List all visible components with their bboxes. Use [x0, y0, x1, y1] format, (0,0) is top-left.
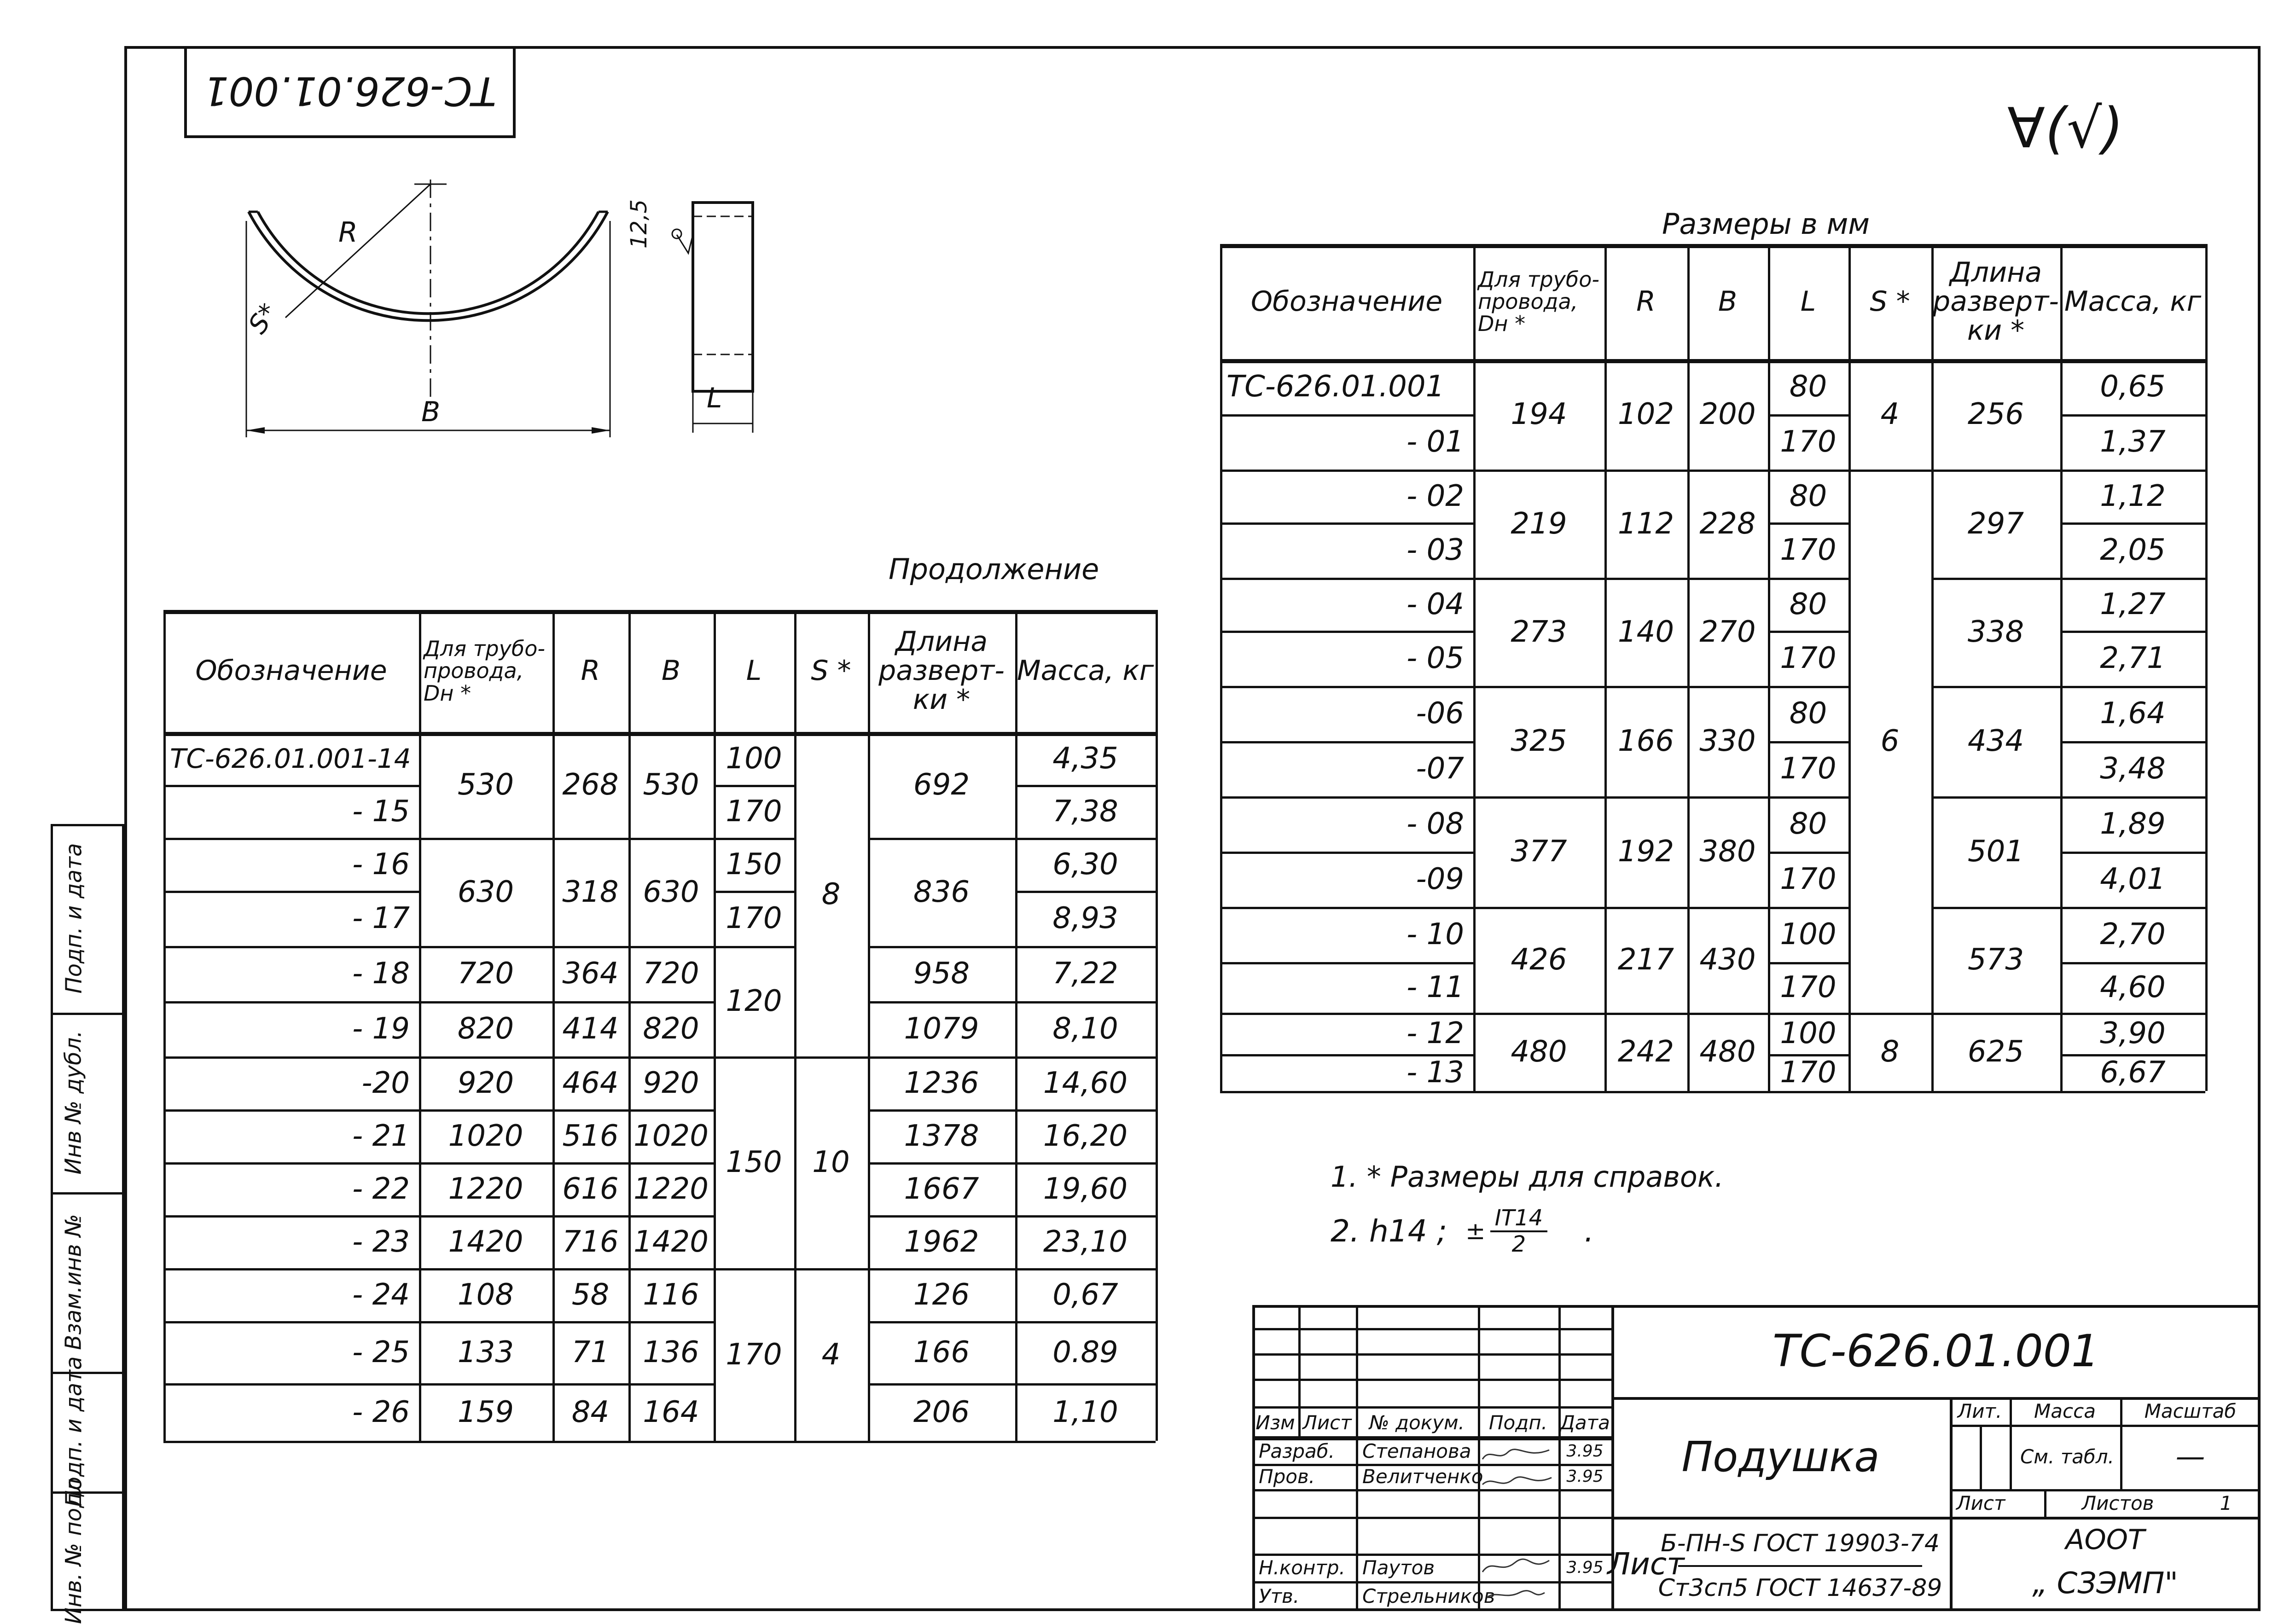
cell-b: 1420 — [634, 1224, 709, 1259]
cell-dn: 325 — [1511, 724, 1567, 758]
cell-r: 58 — [571, 1277, 610, 1312]
tb-sheets-label: Листов — [2081, 1491, 2154, 1514]
cell-b: 630 — [643, 875, 699, 909]
row-code: - 02 — [1407, 479, 1464, 513]
label-b: B — [421, 396, 441, 428]
cell-dn: 108 — [457, 1277, 514, 1312]
cell-dn: 1420 — [448, 1224, 523, 1259]
cell-dn: 630 — [457, 875, 514, 909]
col-header: L — [1800, 285, 1816, 318]
tb-col-header: Дата — [1560, 1411, 1610, 1434]
cell-l: 170 — [1780, 533, 1837, 567]
cell-s: 6 — [1880, 724, 1900, 758]
cell-r: 84 — [571, 1395, 610, 1429]
row-code: - 26 — [352, 1395, 410, 1429]
label-roughness: 12,5 — [626, 199, 652, 249]
cell-length: 573 — [1967, 943, 2024, 977]
strip-label: Подп. и дата — [61, 843, 87, 994]
tb-col-header: № докум. — [1369, 1411, 1465, 1434]
cell-mass: 1,27 — [2100, 587, 2166, 621]
cell-mass: 14,60 — [1043, 1066, 1128, 1100]
cell-l: 170 — [726, 901, 782, 935]
note-2-pm: ± — [1465, 1217, 1486, 1245]
cell-dn: 194 — [1511, 397, 1567, 431]
cell-mass: 19,60 — [1043, 1172, 1128, 1206]
cell-l: 170 — [1780, 425, 1837, 459]
col-header: L — [746, 655, 762, 687]
cell-s: 8 — [821, 877, 841, 911]
cell-mass: 23,10 — [1043, 1224, 1128, 1259]
cell-r: 192 — [1617, 835, 1674, 869]
tb-sheets-value: 1 — [2220, 1491, 2232, 1514]
cell-length: 692 — [913, 768, 970, 802]
cell-dn: 820 — [457, 1012, 514, 1046]
cell-mass: 4,01 — [2100, 862, 2166, 896]
cell-b: 270 — [1699, 615, 1756, 649]
cell-l: 100 — [1780, 1016, 1837, 1050]
cell-l: 150 — [726, 1145, 782, 1179]
cell-mass: 0,67 — [1052, 1277, 1118, 1312]
cell-s: 4 — [1880, 397, 1900, 431]
col-header: R — [581, 655, 600, 687]
cell-l: 80 — [1789, 807, 1827, 841]
cell-length: 1079 — [904, 1012, 979, 1046]
cell-l: 80 — [1789, 479, 1827, 513]
cell-b: 1220 — [634, 1172, 709, 1206]
tb-name: Паутов — [1362, 1556, 1435, 1579]
col-header: Обозначение — [1250, 285, 1443, 318]
cell-dn: 1020 — [448, 1119, 523, 1153]
tb-title: Подушка — [1681, 1433, 1880, 1481]
cell-dn: 426 — [1511, 943, 1567, 977]
code-stamp-text: ТС-626.01.001 — [203, 68, 496, 114]
cell-mass: 1,10 — [1052, 1395, 1118, 1429]
row-code: - 24 — [352, 1277, 410, 1312]
tb-material-bottom: Ст3сп5 ГОСТ 14637-89 — [1658, 1574, 1942, 1602]
row-code: - 21 — [352, 1119, 410, 1153]
strip-label: Инв. № подл — [61, 1479, 87, 1624]
cell-length: 166 — [913, 1335, 970, 1369]
row-code: - 25 — [352, 1335, 410, 1369]
cell-r: 71 — [571, 1335, 610, 1369]
col-header: R — [1636, 285, 1656, 318]
cell-b: 116 — [643, 1277, 699, 1312]
col-header: Длина разверт-ки * — [878, 626, 1005, 716]
row-code: - 05 — [1407, 641, 1464, 675]
tb-mass-label: Масса — [2034, 1399, 2096, 1422]
tb-date: 3.95 — [1566, 1442, 1604, 1461]
tb-scale-value: — — [2175, 1440, 2205, 1474]
title-block — [1252, 1305, 2261, 1611]
row-code: - 18 — [352, 957, 410, 991]
cell-length: 256 — [1967, 397, 2024, 431]
col-header: B — [1718, 285, 1738, 318]
tb-col-header: Изм — [1255, 1411, 1295, 1434]
cell-r: 364 — [562, 957, 619, 991]
cell-mass: 16,20 — [1043, 1119, 1128, 1153]
row-code: - 17 — [352, 901, 410, 935]
tb-col-header: Лист — [1302, 1411, 1352, 1434]
col-header: S * — [1870, 285, 1910, 318]
cell-mass: 4,60 — [2100, 970, 2166, 1004]
cell-l: 170 — [1780, 1056, 1837, 1090]
cell-dn: 530 — [457, 768, 514, 802]
tb-lit-label: Лит. — [1957, 1399, 2002, 1422]
cell-dn: 480 — [1511, 1035, 1567, 1069]
cell-mass: 2,05 — [2100, 533, 2166, 567]
cell-mass: 1,12 — [2100, 479, 2166, 513]
cell-dn: 159 — [457, 1395, 514, 1429]
right-table-caption: Размеры в мм — [1662, 207, 1870, 241]
note-1: 1. * Размеры для справок. — [1331, 1160, 1724, 1194]
cell-b: 380 — [1699, 835, 1756, 869]
cell-l: 170 — [1780, 970, 1837, 1004]
col-header: Для трубо-провода, Dн * — [1478, 267, 1599, 336]
cell-l: 100 — [726, 741, 782, 776]
cell-mass: 8,93 — [1052, 901, 1118, 935]
row-code: - 12 — [1407, 1016, 1464, 1050]
cell-b: 720 — [643, 957, 699, 991]
cell-dn: 273 — [1511, 615, 1567, 649]
cell-l: 170 — [1780, 752, 1837, 786]
tb-mass-value: См. табл. — [2020, 1445, 2114, 1468]
cell-dn: 219 — [1511, 506, 1567, 541]
row-code: - 19 — [352, 1012, 410, 1046]
label-r: R — [338, 216, 358, 249]
col-header: Обозначение — [195, 655, 387, 687]
cell-b: 200 — [1699, 397, 1756, 431]
cell-b: 820 — [643, 1012, 699, 1046]
cell-length: 206 — [913, 1395, 970, 1429]
cell-l: 100 — [1780, 917, 1837, 951]
cell-b: 920 — [643, 1066, 699, 1100]
cell-length: 501 — [1967, 835, 2024, 869]
col-header: S * — [811, 655, 851, 687]
tb-role: Н.контр. — [1259, 1556, 1345, 1579]
tb-company-2: „ СЗЭМП" — [2032, 1566, 2178, 1601]
row-code: - 11 — [1407, 970, 1464, 1004]
row-code: ТС-626.01.001-14 — [170, 742, 411, 774]
tb-material-top: Б-ПН-S ГОСТ 19903-74 — [1661, 1529, 1940, 1557]
strip-label: Инв № дубл. — [61, 1030, 87, 1175]
cell-b: 164 — [643, 1395, 699, 1429]
label-s: S* — [242, 298, 284, 340]
cell-s: 8 — [1880, 1035, 1900, 1069]
cell-r: 414 — [562, 1012, 619, 1046]
strip-label: Взам.инв № — [61, 1214, 87, 1350]
cell-mass: 2,70 — [2100, 917, 2166, 951]
note-2-denominator: 2 — [1511, 1231, 1526, 1257]
cell-l: 170 — [726, 794, 782, 829]
tb-name: Стрельников — [1362, 1585, 1495, 1607]
row-code: - 15 — [352, 794, 410, 829]
tb-name: Велитченко — [1362, 1465, 1483, 1488]
col-header: Для трубо-провода, Dн * — [424, 636, 545, 706]
cell-mass: 1,64 — [2100, 696, 2166, 731]
left-stamp-strip — [51, 824, 124, 1624]
left-table-caption: Продолжение — [889, 552, 1099, 586]
cell-mass: 1,37 — [2100, 425, 2166, 459]
cell-b: 228 — [1699, 506, 1756, 541]
cell-mass: 4,35 — [1052, 741, 1118, 776]
row-code: -07 — [1416, 752, 1464, 786]
cell-mass: 7,38 — [1052, 794, 1118, 829]
row-code: - 23 — [352, 1224, 410, 1259]
cell-dn: 133 — [457, 1335, 514, 1369]
cell-l: 150 — [726, 847, 782, 882]
tb-col-header: Подп. — [1488, 1411, 1548, 1434]
col-header: B — [661, 655, 681, 687]
row-code: -20 — [361, 1066, 410, 1100]
cell-length: 297 — [1967, 506, 2024, 541]
tb-role: Разраб. — [1259, 1440, 1335, 1462]
cell-dn: 377 — [1511, 835, 1567, 869]
left-table — [163, 610, 1156, 1441]
note-2-prefix: 2. h14 ; — [1331, 1213, 1447, 1249]
cell-length: 1962 — [904, 1224, 979, 1259]
row-code: - 10 — [1407, 917, 1464, 951]
cell-l: 170 — [1780, 641, 1837, 675]
tb-company-1: АООТ — [2065, 1524, 2145, 1556]
cell-r: 242 — [1617, 1035, 1674, 1069]
row-code: ТС-626.01.001 — [1226, 370, 1445, 404]
row-code: - 22 — [352, 1172, 410, 1206]
cell-mass: 0,65 — [2100, 370, 2166, 404]
cell-r: 464 — [562, 1066, 619, 1100]
cell-mass: 8,10 — [1052, 1012, 1118, 1046]
code-stamp — [184, 46, 516, 138]
cell-dn: 1220 — [448, 1172, 523, 1206]
cell-s: 4 — [821, 1337, 841, 1372]
cell-mass: 6,30 — [1052, 847, 1118, 882]
tb-role: Пров. — [1259, 1465, 1315, 1488]
cell-length: 1378 — [904, 1119, 979, 1153]
col-header: Масса, кг — [2064, 285, 2202, 318]
col-header: Масса, кг — [1017, 655, 1154, 687]
cell-b: 330 — [1699, 724, 1756, 758]
cell-r: 716 — [562, 1224, 619, 1259]
signature-marks — [1480, 1441, 1556, 1607]
cell-l: 120 — [726, 984, 782, 1018]
cell-mass: 0.89 — [1052, 1335, 1118, 1369]
cell-l: 170 — [726, 1337, 782, 1372]
cell-l: 80 — [1789, 587, 1827, 621]
tb-material-prefix: Лист — [1607, 1546, 1685, 1582]
tb-date: 3.95 — [1566, 1558, 1604, 1577]
cell-mass: 3,48 — [2100, 752, 2166, 786]
note-2-end: . — [1584, 1213, 1594, 1249]
cell-length: 1236 — [904, 1066, 979, 1100]
cell-length: 434 — [1967, 724, 2024, 758]
cell-s: 10 — [812, 1145, 850, 1179]
cell-r: 140 — [1617, 615, 1674, 649]
cell-r: 166 — [1617, 724, 1674, 758]
cell-b: 136 — [643, 1335, 699, 1369]
row-code: -06 — [1416, 696, 1464, 731]
cell-r: 112 — [1617, 506, 1674, 541]
cell-l: 170 — [1780, 862, 1837, 896]
cell-l: 80 — [1789, 696, 1827, 731]
col-header: Длина разверт-ки * — [1933, 256, 2059, 347]
right-table — [1220, 244, 2205, 1091]
strip-label: Подп. и дата — [61, 1356, 87, 1507]
row-code: - 16 — [352, 847, 410, 882]
cell-length: 625 — [1967, 1035, 2024, 1069]
tb-doc-code: ТС-626.01.001 — [1773, 1325, 2099, 1377]
row-code: - 08 — [1407, 807, 1464, 841]
tb-sheet-label: Лист — [1956, 1491, 2005, 1514]
note-2-numerator: IT14 — [1490, 1206, 1548, 1232]
cell-mass: 1,89 — [2100, 807, 2166, 841]
cell-r: 516 — [562, 1119, 619, 1153]
cell-r: 268 — [562, 768, 619, 802]
note-2 — [1331, 1206, 1594, 1257]
tb-scale-label: Масштаб — [2144, 1399, 2237, 1422]
row-code: - 03 — [1407, 533, 1464, 567]
cell-length: 836 — [913, 875, 970, 909]
cell-b: 430 — [1699, 943, 1756, 977]
cell-length: 958 — [913, 957, 970, 991]
cell-mass: 6,67 — [2100, 1056, 2166, 1090]
tb-role: Утв. — [1259, 1585, 1300, 1607]
cell-r: 217 — [1617, 943, 1674, 977]
tb-name: Степанова — [1362, 1440, 1471, 1462]
cell-r: 616 — [562, 1172, 619, 1206]
cell-r: 318 — [562, 875, 619, 909]
cell-dn: 720 — [457, 957, 514, 991]
roughness-mark: ∀(√) — [2007, 97, 2124, 161]
cell-mass: 3,90 — [2100, 1016, 2166, 1050]
cell-length: 1667 — [904, 1172, 979, 1206]
cell-b: 1020 — [634, 1119, 709, 1153]
cell-length: 338 — [1967, 615, 2024, 649]
row-code: - 01 — [1407, 425, 1464, 459]
tb-date: 3.95 — [1566, 1467, 1604, 1486]
cell-b: 480 — [1699, 1035, 1756, 1069]
cell-dn: 920 — [457, 1066, 514, 1100]
row-code: - 04 — [1407, 587, 1464, 621]
cell-mass: 7,22 — [1052, 957, 1118, 991]
note-2-fraction — [1490, 1206, 1548, 1257]
label-l: L — [707, 382, 722, 414]
row-code: - 13 — [1407, 1056, 1464, 1090]
cell-mass: 2,71 — [2100, 641, 2166, 675]
row-code: -09 — [1416, 862, 1464, 896]
cell-l: 80 — [1789, 370, 1827, 404]
cell-r: 102 — [1617, 397, 1674, 431]
cell-length: 126 — [913, 1277, 970, 1312]
cell-b: 530 — [643, 768, 699, 802]
